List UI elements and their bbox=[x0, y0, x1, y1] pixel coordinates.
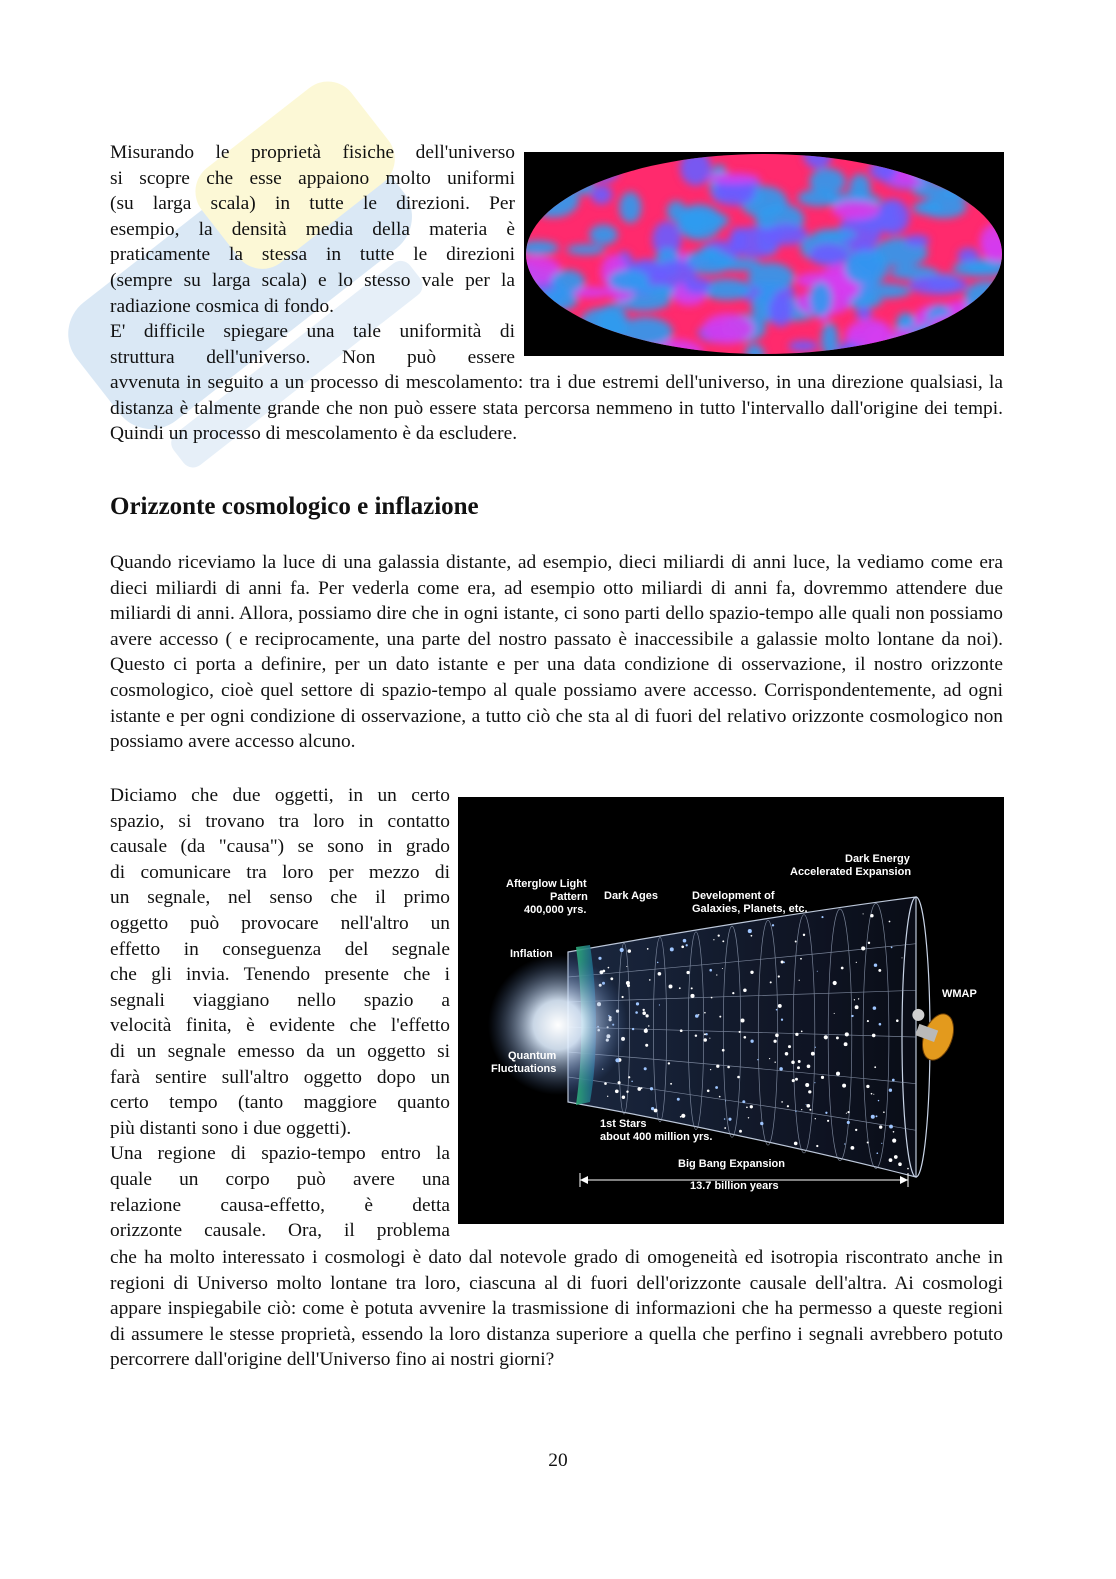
causal-line: effetto in conseguenza del segnale bbox=[110, 938, 450, 960]
causal-line: spazio, si trovano tra loro in contatto bbox=[110, 810, 450, 832]
causal-line: oggetto può provocare nell'altro un bbox=[110, 912, 450, 934]
intro-line: radiazione cosmica di fondo. bbox=[110, 295, 334, 317]
cmb-map-image bbox=[524, 152, 1004, 356]
intro-line: esempio, la densità media della materia è bbox=[110, 218, 515, 240]
causal-line: di un segnale emesso da un oggetto si bbox=[110, 1040, 450, 1062]
causal-line: farà sentire sull'altro oggetto dopo un bbox=[110, 1066, 450, 1088]
intro-line: (sempre su larga scala) e lo stesso vale per la bbox=[110, 269, 515, 291]
causal-line: certo tempo (tanto maggiore quanto bbox=[110, 1092, 450, 1114]
page-number: 20 bbox=[548, 1450, 568, 1471]
section-title: Orizzonte cosmologico e inflazione bbox=[110, 493, 479, 520]
intro-paragraph bbox=[110, 140, 515, 370]
label-inflation: Inflation bbox=[510, 948, 553, 960]
label-wmap: WMAP bbox=[942, 988, 977, 1000]
label-quantum-2: Fluctuations bbox=[491, 1063, 557, 1075]
causal-line: di comunicare tra loro per mezzo di bbox=[110, 861, 450, 883]
label-dark-ages: Dark Ages bbox=[604, 890, 659, 902]
intro-continuation: avvenuta in seguito a un processo di mescolamento: tra i due estremi dell'universo, in una direzione qualsiasi, la distanza è talmente grande che non può essere stata percorsa nemmeno in tutto l'intervallo dall'origine dei tempi. Quindi un processo di mescolamento è da escludere. bbox=[110, 372, 1003, 445]
causal-line: relazione causa-effetto, è detta bbox=[110, 1194, 450, 1216]
causal-paragraph bbox=[110, 783, 450, 1244]
label-afterglow-1: Afterglow Light bbox=[506, 878, 587, 890]
label-afterglow-2: Pattern bbox=[550, 891, 588, 903]
causal-line: che gli invia. Tenendo presente che i bbox=[110, 964, 450, 986]
section-paragraph: Quando riceviamo la luce di una galassia distante, ad esempio, dieci miliardi di anni luce, la vediamo come era dieci miliardi di anni fa. Per vederla come era, ad esempio otto miliardi di anni fa, dovremmo attendere due miliardi di anni. Allora, possiamo dire che in ogni istante, ci sono parti dello spazio-tempo alle quali non possiamo avere accesso ( e reciprocamente, una parte del nostro passato è inaccessibile a galassie molto lontane da noi). Questo ci porta a definire, per un dato istante e per una data condizione di osservazione, il nostro orizzonte cosmologico, cioè quel settore di spazio-tempo al quale possiamo avere accesso. Corrispondentemente, ad ogni istante e per ogni condizione di osservazione, a tutto ciò che sta al di fuori del relativo orizzonte cosmologico non possiamo avere accesso alcuno. bbox=[110, 552, 1003, 753]
causal-line: un segnale, nel senso che il primo bbox=[110, 887, 450, 909]
causal-line: Una regione di spazio-tempo entro la bbox=[110, 1143, 450, 1165]
causal-line: orizzonte causale. Ora, il problema bbox=[110, 1220, 450, 1242]
intro-line: struttura dell'universo. Non può essere bbox=[110, 346, 515, 368]
universe-timeline-image bbox=[458, 797, 1004, 1224]
label-big-bang: Big Bang Expansion bbox=[678, 1158, 785, 1170]
causal-continuation: che ha molto interessato i cosmologi è dato dal notevole grado di omogeneità ed isotropia riscontrato anche in regioni di Universo molto lontane tra loro, ciascuna al di fuori dell'orizzonte causale dell'altra. Ai cosmologi appare inspiegabile ciò: come è potuta avvenire la trasmissione di informazioni che ha permesso a queste regioni di assumere le stesse proprietà, essendo la loro distanza superiore a quella che perfino i segnali avrebbero potuto percorrere dall'origine dell'Universo fino ai nostri giorni? bbox=[110, 1247, 1003, 1371]
intro-line: E' difficile spiegare una tale uniformità di bbox=[110, 321, 515, 343]
causal-line: Diciamo che due oggetti, in un certo bbox=[110, 785, 450, 806]
label-development-1: Development of bbox=[692, 890, 775, 902]
label-quantum-1: Quantum bbox=[508, 1050, 557, 1062]
label-dark-energy-1: Dark Energy bbox=[845, 853, 910, 865]
causal-line: segnali viaggiano nello spazio a bbox=[110, 989, 450, 1011]
label-first-stars-1: 1st Stars bbox=[600, 1118, 647, 1130]
label-first-stars-2: about 400 million yrs. bbox=[600, 1131, 713, 1143]
intro-line: Misurando le proprietà fisiche dell'universo bbox=[110, 142, 515, 163]
label-dark-energy-2: Accelerated Expansion bbox=[790, 866, 912, 878]
intro-line: praticamente la stessa in tutte le direzioni bbox=[110, 244, 515, 266]
causal-line: velocità finita, è evidente che l'effetto bbox=[110, 1015, 450, 1037]
causal-line: quale un corpo può avere una bbox=[110, 1168, 450, 1190]
label-development-2: Galaxies, Planets, etc. bbox=[692, 903, 808, 915]
label-age: 13.7 billion years bbox=[690, 1180, 779, 1192]
causal-line: più distanti sono i due oggetti). bbox=[110, 1117, 352, 1139]
intro-line: (su larga scala) in tutte le direzioni. Per bbox=[110, 193, 515, 215]
label-afterglow-3: 400,000 yrs. bbox=[524, 904, 587, 916]
intro-line: si scopre che esse appaiono molto uniformi bbox=[110, 167, 515, 189]
causal-line: causale (da "causa") se sono in grado bbox=[110, 836, 450, 858]
